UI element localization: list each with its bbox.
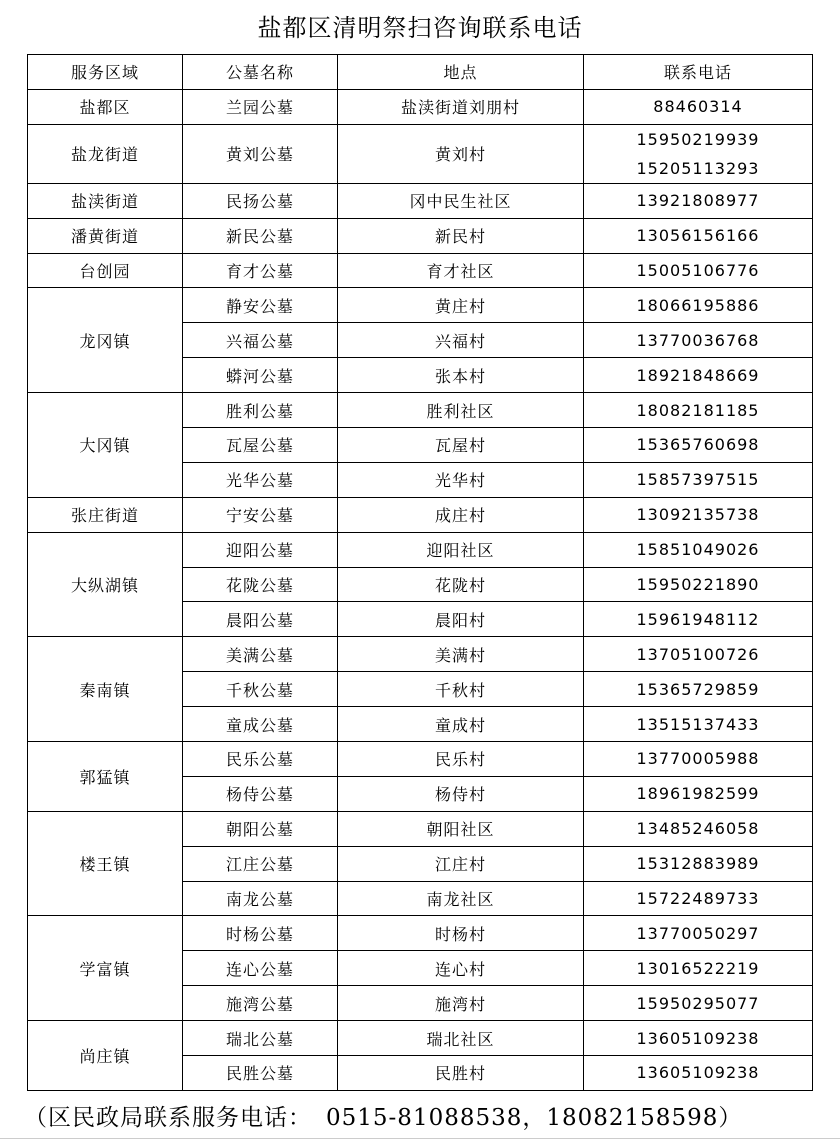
phone-number: 18961982599 [636,784,760,804]
phone-cell [584,532,813,567]
phone-number: 15312883989 [636,854,760,874]
table-body [28,89,813,1090]
phone-number: 13921808977 [636,191,760,211]
table-row [28,253,813,288]
location-cell: 瓦屋村 [338,428,584,463]
location-cell: 朝阳社区 [338,811,584,846]
phone-cell [584,462,813,497]
footer-open-paren: （ [24,1105,48,1131]
phone-cell [584,986,813,1021]
phone-cell [584,428,813,463]
phone-cell [584,707,813,742]
phone-number: 18921848669 [636,365,760,385]
cemetery-cell: 民胜公墓 [183,1056,338,1091]
location-cell: 黄庄村 [338,288,584,323]
area-cell: 楼王镇 [28,811,183,916]
location-cell: 兴福村 [338,323,584,358]
location-cell: 成庄村 [338,497,584,532]
footer-comma: ， [522,1105,547,1131]
area-cell: 大冈镇 [28,393,183,498]
location-cell: 迎阳社区 [338,532,584,567]
phone-cell [584,124,813,183]
phone-number: 13770050297 [636,923,760,943]
phone-number: 13092135738 [636,505,760,525]
phone-number: 13515137433 [636,714,760,734]
cemetery-cell: 光华公墓 [183,462,338,497]
contact-table [27,54,813,1091]
location-cell: 民乐村 [338,742,584,777]
location-cell: 瑞北社区 [338,1021,584,1056]
cemetery-cell: 蟒河公墓 [183,358,338,393]
table-row [28,124,813,183]
area-cell: 龙冈镇 [28,288,183,393]
phone-cell [584,811,813,846]
phone-number: 15851049026 [636,540,760,560]
phone-cell [584,497,813,532]
table-row [28,89,813,124]
area-cell: 台创园 [28,253,183,288]
cemetery-cell: 育才公墓 [183,253,338,288]
cemetery-cell: 新民公墓 [183,218,338,253]
phone-cell [584,637,813,672]
table-row [28,497,813,532]
phone-number: 18066195886 [636,295,760,315]
cemetery-cell: 杨侍公墓 [183,776,338,811]
cemetery-cell: 晨阳公墓 [183,602,338,637]
column-header-area: 服务区域 [28,55,183,90]
location-cell: 张本村 [338,358,584,393]
phone-number: 15005106776 [636,261,760,280]
footer-contact-note [24,1100,824,1136]
phone-cell [584,672,813,707]
area-cell: 大纵湖镇 [28,532,183,637]
location-cell: 育才社区 [338,253,584,288]
phone-number: 13770036768 [636,330,760,350]
cemetery-cell: 千秋公墓 [183,672,338,707]
cemetery-cell: 时杨公墓 [183,916,338,951]
phone-number: 15205113293 [636,158,760,178]
phone-cell [584,846,813,881]
cemetery-cell: 静安公墓 [183,288,338,323]
phone-cell [584,776,813,811]
table-row [28,916,813,951]
footer-label: 区民政局联系服务电话： [48,1105,312,1131]
table-header-row [28,55,813,90]
phone-cell [584,602,813,637]
cemetery-cell: 施湾公墓 [183,986,338,1021]
cemetery-cell: 南龙公墓 [183,881,338,916]
phone-number: 15950221890 [636,575,760,595]
phone-cell [584,323,813,358]
table-row [28,218,813,253]
phone-number: 13705100726 [636,644,760,664]
location-cell: 民胜村 [338,1056,584,1091]
phone-number: 15950295077 [636,993,760,1013]
location-cell: 童成村 [338,707,584,742]
location-cell: 施湾村 [338,986,584,1021]
cemetery-cell: 黄刘公墓 [183,124,338,183]
phone-cell [584,742,813,777]
phone-number: 15961948112 [636,609,760,629]
phone-cell [584,881,813,916]
table-row [28,811,813,846]
area-cell: 盐龙街道 [28,124,183,183]
location-cell: 时杨村 [338,916,584,951]
cemetery-cell: 民扬公墓 [183,183,338,218]
location-cell: 江庄村 [338,846,584,881]
table-row [28,1021,813,1056]
cemetery-cell: 江庄公墓 [183,846,338,881]
area-cell: 盐渎街道 [28,183,183,218]
phone-cell [584,951,813,986]
location-cell: 光华村 [338,462,584,497]
phone-cell [584,89,813,124]
phone-number: 15365760698 [636,435,760,455]
phone-number: 13770005988 [636,749,760,769]
phone-number: 13605109238 [636,1063,760,1083]
footer-phone-landline: 0515-81088538 [326,1105,523,1131]
phone-cell [584,1021,813,1056]
phone-cell [584,218,813,253]
page-bottom-divider [0,1138,840,1139]
footer-phone-mobile: 18082158598 [546,1105,719,1131]
location-cell: 新民村 [338,218,584,253]
table-row [28,637,813,672]
phone-number: 13056156166 [636,226,760,246]
cemetery-cell: 美满公墓 [183,637,338,672]
area-cell: 尚庄镇 [28,1021,183,1091]
location-cell: 盐渎街道刘朋村 [338,89,584,124]
location-cell: 南龙社区 [338,881,584,916]
footer-close-paren: ） [718,1105,743,1131]
location-cell: 冈中民生社区 [338,183,584,218]
table-row [28,288,813,323]
location-cell: 千秋村 [338,672,584,707]
cemetery-cell: 胜利公墓 [183,393,338,428]
area-cell: 盐都区 [28,89,183,124]
location-cell: 黄刘村 [338,124,584,183]
cemetery-cell: 花陇公墓 [183,567,338,602]
phone-number: 15365729859 [636,679,760,699]
table-row [28,183,813,218]
column-header-location: 地点 [338,55,584,90]
table-row [28,532,813,567]
location-cell: 胜利社区 [338,393,584,428]
phone-number: 13485246058 [636,819,760,839]
cemetery-cell: 瓦屋公墓 [183,428,338,463]
location-cell: 花陇村 [338,567,584,602]
cemetery-cell: 兴福公墓 [183,323,338,358]
cemetery-cell: 童成公墓 [183,707,338,742]
phone-number: 18082181185 [636,400,760,420]
phone-cell [584,1056,813,1091]
area-cell: 秦南镇 [28,637,183,742]
phone-number: 15857397515 [636,470,760,490]
cemetery-cell: 瑞北公墓 [183,1021,338,1056]
phone-cell [584,916,813,951]
table-row [28,393,813,428]
cemetery-cell: 兰园公墓 [183,89,338,124]
area-cell: 潘黄街道 [28,218,183,253]
area-cell: 郭猛镇 [28,742,183,812]
phone-number: 13016522219 [636,958,760,978]
column-header-phone: 联系电话 [584,55,813,90]
phone-cell [584,567,813,602]
cemetery-cell: 朝阳公墓 [183,811,338,846]
phone-cell [584,358,813,393]
area-cell: 学富镇 [28,916,183,1021]
area-cell: 张庄街道 [28,497,183,532]
cemetery-cell: 民乐公墓 [183,742,338,777]
cemetery-cell: 迎阳公墓 [183,532,338,567]
location-cell: 晨阳村 [338,602,584,637]
phone-number: 13605109238 [636,1028,760,1048]
phone-number: 15722489733 [636,889,760,909]
phone-cell [584,393,813,428]
location-cell: 连心村 [338,951,584,986]
location-cell: 美满村 [338,637,584,672]
column-header-cemetery: 公墓名称 [183,55,338,90]
phone-cell [584,288,813,323]
phone-cell [584,253,813,288]
location-cell: 杨侍村 [338,776,584,811]
phone-number: 15950219939 [636,129,760,149]
phone-number: 88460314 [653,97,743,117]
cemetery-cell: 宁安公墓 [183,497,338,532]
phone-cell [584,183,813,218]
page-title: 盐都区清明祭扫咨询联系电话 [257,14,583,42]
cemetery-cell: 连心公墓 [183,951,338,986]
table-row [28,742,813,777]
